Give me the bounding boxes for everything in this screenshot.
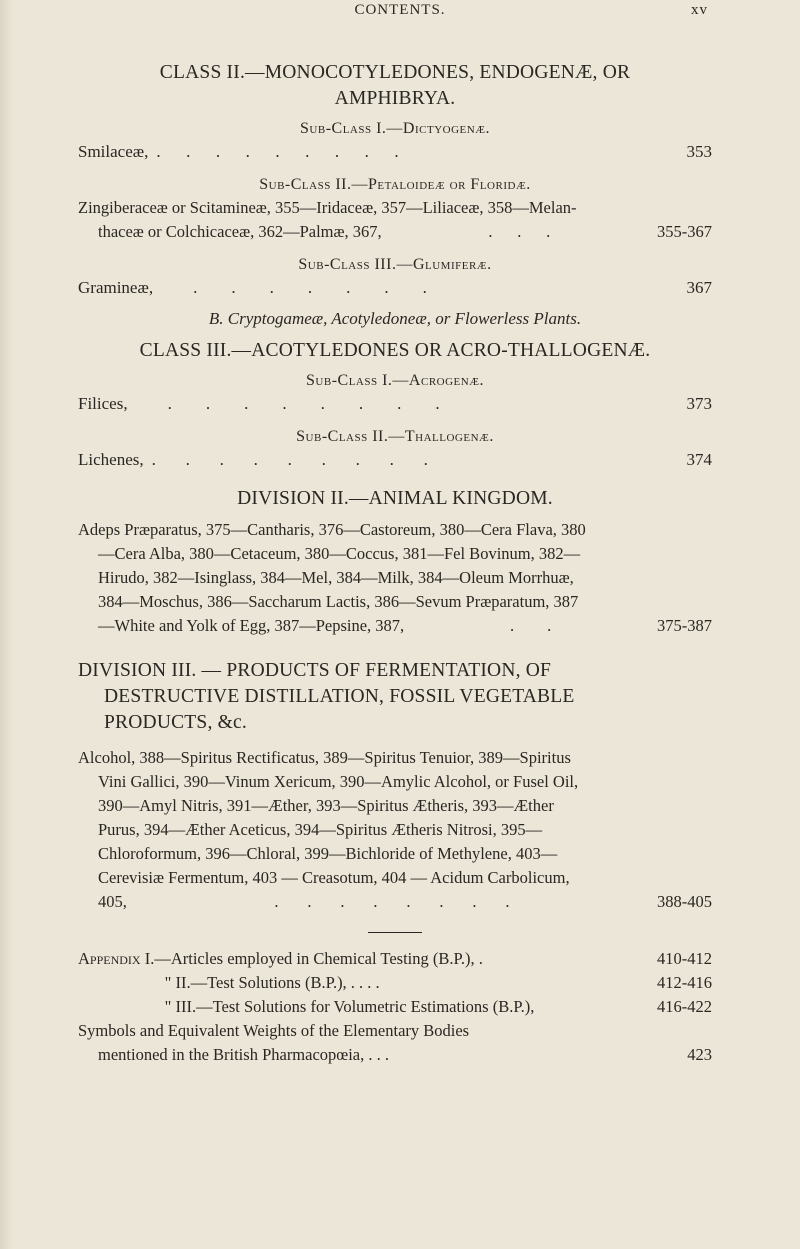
subclass-heading: Sub-Class II.—Thallogenæ.: [296, 428, 494, 445]
subclass-heading: Sub-Class I.—Dictyogenæ.: [300, 120, 490, 137]
entry-page: 374: [686, 450, 712, 469]
appendix-page: 410-412: [657, 949, 712, 968]
entry-line: Vini Gallici, 390—Vinum Xericum, 390—Amylic Alcohol, or Fusel Oil,: [98, 772, 579, 791]
class-3-heading: CLASS III.—ACOTYLEDONES OR ACRO-THALLOGENÆ.: [139, 340, 651, 361]
symbols-page: 423: [687, 1045, 712, 1064]
toc-entry: [78, 276, 712, 300]
division-3-heading-cont: DESTRUCTIVE DISTILLATION, FOSSIL VEGETABLE: [104, 686, 575, 707]
appendix-text: —Test Solutions (B.P.), . . . .: [190, 973, 380, 992]
entry-line: Hirudo, 382—Isinglass, 384—Mel, 384—Milk, 384—Oleum Morrhuæ,: [98, 568, 574, 587]
toc-entry: [78, 448, 712, 472]
entry-line: Chloroformum, 396—Chloral, 399—Bichloride of Methylene, 403—: [98, 844, 558, 863]
symbols-entry: [78, 1019, 712, 1043]
subclass-heading: Sub-Class III.—Glumiferæ.: [298, 256, 492, 273]
entry-line: —White and Yolk of Egg, 387—Pepsine, 387,: [98, 616, 405, 635]
entry-line: 390—Amyl Nitris, 391—Æther, 393—Spiritus Ætheris, 393—Æther: [98, 796, 554, 815]
appendix-page: 416-422: [657, 997, 712, 1016]
division-3-entries: [78, 746, 712, 914]
entry-label: Filices,: [78, 394, 128, 413]
entry-line: Purus, 394—Æther Aceticus, 394—Spiritus Ætheris Nitrosi, 395—: [98, 820, 543, 839]
leader-dots: . . . . . . .: [193, 278, 427, 297]
appendix-entry: [78, 995, 712, 1019]
division-3-heading-cont: PRODUCTS, &c.: [104, 712, 247, 733]
leader-dots: . . .: [488, 222, 551, 241]
toc-entry: [78, 196, 712, 244]
appendix-list: [78, 947, 712, 1067]
entry-line: Cerevisiæ Fermentum, 403 — Creasotum, 404 — Acidum Carbolicum,: [98, 868, 570, 887]
appendix-text: —Test Solutions for Volumetric Estimations (B.P.),: [196, 997, 535, 1016]
leader-dots: . . . . . . . .: [167, 394, 440, 413]
contents-body: [78, 60, 712, 1067]
division-2-heading: DIVISION II.—ANIMAL KINGDOM.: [237, 488, 553, 509]
divider-rule: [368, 932, 422, 933]
leader-dots: . . . . . . . . .: [151, 450, 428, 469]
appendix-page: 412-416: [657, 973, 712, 992]
class-2-heading-cont: AMPHIBRYA.: [334, 88, 456, 109]
entry-page: 353: [686, 142, 712, 161]
appendix-text: —Articles employed in Chemical Testing (B.P.), .: [154, 949, 483, 968]
leader-dots: . . . . . . . .: [274, 892, 510, 911]
division-2-entries: [78, 518, 712, 638]
entry-line: thaceæ or Colchicaceæ, 362—Palmæ, 367,: [98, 222, 382, 241]
appendix-label: " III.: [78, 997, 197, 1016]
entry-line: —Cera Alba, 380—Cetaceum, 380—Coccus, 381—Fel Bovinum, 382—: [98, 544, 581, 563]
entry-line: Alcohol, 388—Spiritus Rectificatus, 389—Spiritus Tenuior, 389—Spiritus: [78, 748, 571, 767]
running-head: [0, 2, 800, 22]
entry-line: Adeps Præparatus, 375—Cantharis, 376—Castoreum, 380—Cera Flava, 380: [78, 520, 586, 539]
page-number: xv: [691, 2, 708, 18]
entry-label: Lichenes,: [78, 450, 144, 469]
subclass-heading: Sub-Class I.—Acrogenæ.: [306, 372, 484, 389]
division-3-heading: DIVISION III. — PRODUCTS OF FERMENTATION, OF: [78, 660, 552, 681]
appendix-entry: [78, 947, 712, 971]
leader-dots: . . . . . . . . .: [156, 142, 399, 161]
entry-page: 388-405: [657, 892, 712, 911]
entry-page: 375-387: [657, 616, 712, 635]
appendix-label: " II.: [78, 973, 191, 992]
appendix-label: Appendix I.: [78, 949, 155, 968]
toc-entry: [78, 140, 712, 164]
symbols-line: Symbols and Equivalent Weights of the Elementary Bodies: [78, 1021, 470, 1040]
entry-line: 405,: [98, 892, 127, 911]
section-b-heading: B. Cryptogameæ, Acotyledoneæ, or Flowerless Plants.: [208, 309, 582, 328]
appendix-entry: [78, 971, 712, 995]
symbols-line: mentioned in the British Pharmacopœia, . . .: [98, 1045, 389, 1064]
entry-label: Smilaceæ,: [78, 142, 149, 161]
entry-page: 355-367: [657, 222, 712, 241]
entry-label: Gramineæ,: [78, 278, 154, 297]
entry-line: 384—Moschus, 386—Saccharum Lactis, 386—Sevum Præparatum, 387: [98, 592, 579, 611]
entry-page: 367: [686, 278, 712, 297]
entry-line: Zingiberaceæ or Scitamineæ, 355—Iridaceæ, 357—Liliaceæ, 358—Melan-: [78, 198, 577, 217]
toc-entry: [78, 392, 712, 416]
entry-page: 373: [686, 394, 712, 413]
class-2-heading: CLASS II.—MONOCOTYLEDONES, ENDOGENÆ, OR: [159, 62, 631, 83]
running-title: CONTENTS.: [354, 2, 446, 18]
subclass-heading: Sub-Class II.—Petaloideæ or Floridæ.: [259, 176, 531, 193]
leader-dots: . .: [509, 616, 552, 635]
symbols-entry: [78, 1043, 712, 1067]
